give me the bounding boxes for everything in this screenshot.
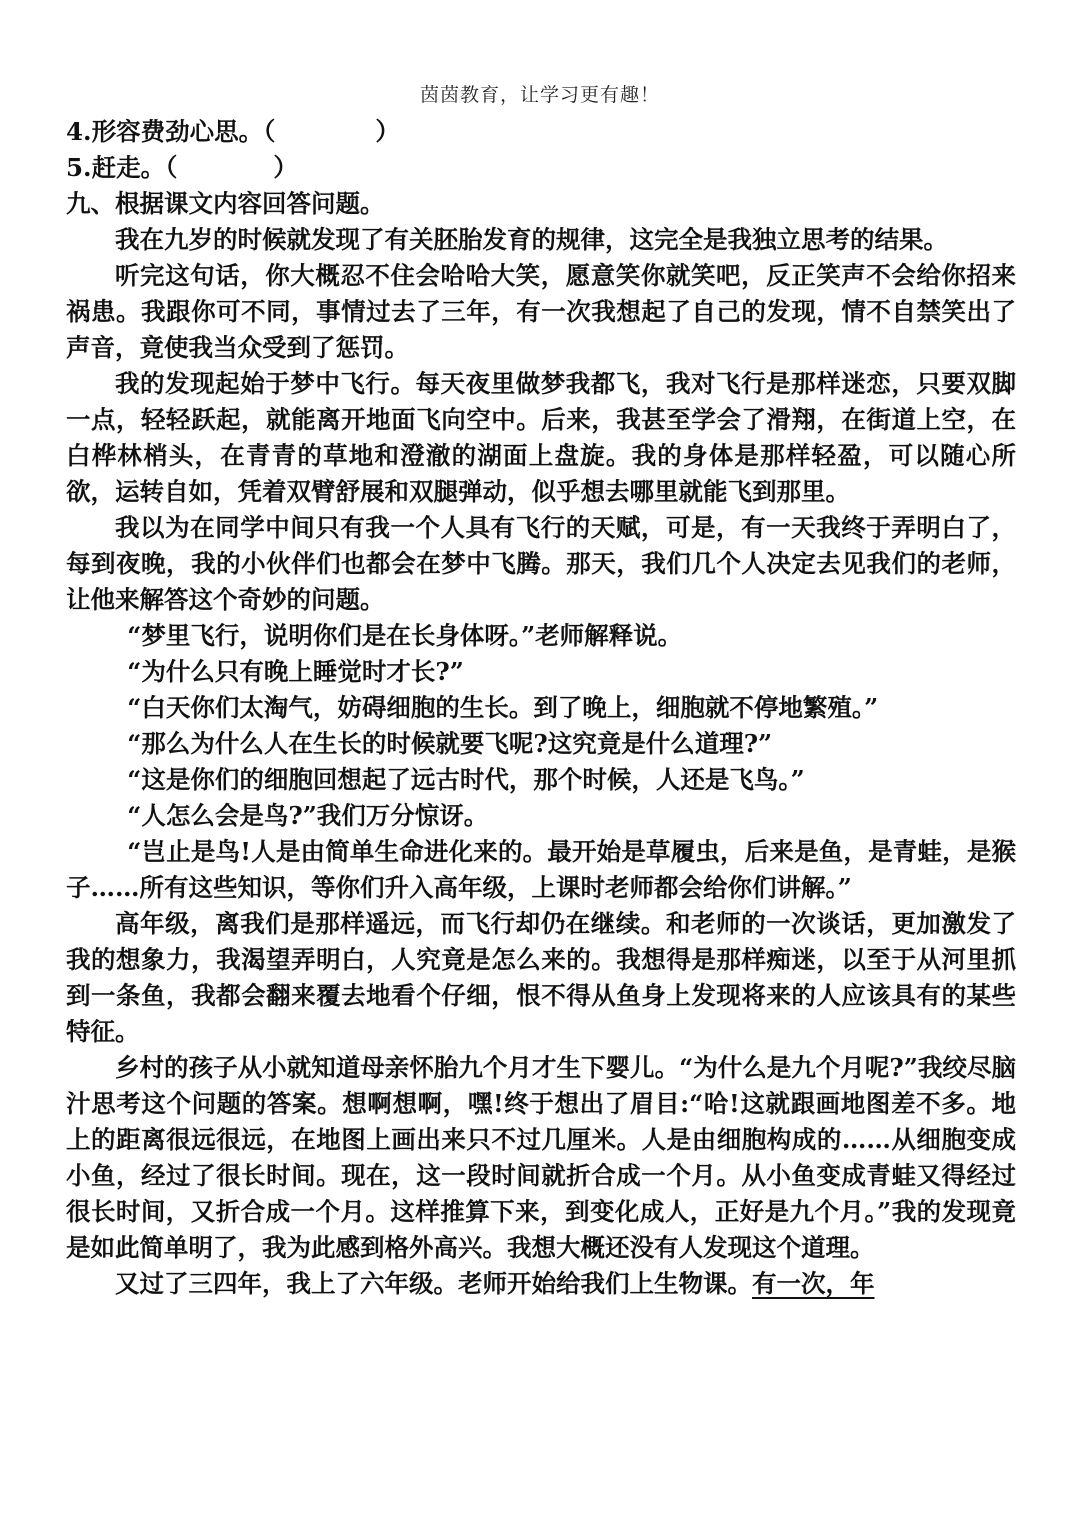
passage-paragraph-last: [66, 1266, 1016, 1302]
dialogue-line: “为什么只有晚上睡觉时才长?”: [127, 657, 464, 686]
question-item-5: [66, 150, 1016, 186]
dialogue-line: “梦里飞行，说明你们是在长身体呀。”老师解释说。: [127, 621, 683, 650]
passage-paragraph: 我的发现起始于梦中飞行。每天夜里做梦我都飞，我对飞行是那样迷恋，只要双脚一点，轻轻跃起，就能离开地面飞向空中。后来，我甚至学会了滑翔，在街道上空，在白桦林梢头，在青青的草地和澄澈的湖面上盘旋。我的身体是那样轻盈，可以随心所欲，运转自如，凭着双臂舒展和双腿弹动，似乎想去哪里就能飞到那里。: [66, 369, 1016, 506]
dialogue-line: “岂止是鸟!人是由简单生命进化来的。最开始是草履虫，后来是鱼，是青蛙，是猴子……所有这些知识，等你们升入高年级，上课时老师都会给你们讲解。”: [66, 837, 1016, 902]
dialogue-line: “白天你们太淘气，妨碍细胞的生长。到了晚上，细胞就不停地繁殖。”: [127, 693, 879, 722]
passage-paragraph: 我在九岁的时候就发现了有关胚胎发育的规律，这完全是我独立思考的结果。: [115, 225, 948, 254]
paragraph-text: 又过了三四年，我上了六年级。老师开始给我们上生物课。: [115, 1269, 752, 1298]
document-body: [66, 114, 1016, 1302]
question-bracket: ）: [273, 153, 298, 182]
question-text: 5.赶走。（: [66, 153, 178, 182]
question-text: 4.形容费劲心思。（: [66, 117, 276, 146]
passage-paragraph: 听完这句话，你大概忍不住会哈哈大笑，愿意笑你就笑吧，反正笑声不会给你招来祸患。我跟你可不同，事情过去了三年，有一次我想起了自己的发现，情不自禁笑出了声音，竟使我当众受到了惩罚。: [66, 261, 1016, 362]
underlined-text: 有一次，年: [752, 1269, 875, 1298]
section-9-title: 九、根据课文内容回答问题。: [66, 189, 385, 218]
dialogue-line: “那么为什么人在生长的时候就要飞呢?这究竟是什么道理?”: [127, 729, 773, 758]
passage-paragraph: 高年级，离我们是那样遥远，而飞行却仍在继续。和老师的一次谈话，更加激发了我的想象力，我渴望弄明白，人究竟是怎么来的。我想得是那样痴迷，以至于从河里抓到一条鱼，我都会翻来覆去地看个仔细，恨不得从鱼身上发现将来的人应该具有的某些特征。: [66, 909, 1016, 1046]
passage-paragraph: 我以为在同学中间只有我一个人具有飞行的天赋，可是，有一天我终于弄明白了，每到夜晚，我的小伙伴们也都会在梦中飞腾。那天，我们几个人决定去见我们的老师，让他来解答这个奇妙的问题。: [66, 513, 1016, 614]
dialogue-line: “人怎么会是鸟?”我们万分惊讶。: [127, 801, 489, 830]
question-bracket: ）: [375, 117, 400, 146]
dialogue-line: “这是你们的细胞回想起了远古时代，那个时候，人还是飞鸟。”: [127, 765, 805, 794]
page-header: 茵茵教育，让学习更有趣！: [419, 84, 660, 106]
passage-paragraph: 乡村的孩子从小就知道母亲怀胎九个月才生下婴儿。“为什么是九个月呢?”我绞尽脑汁思考这个问题的答案。想啊想啊，嘿!终于想出了眉目:“哈!这就跟画地图差不多。地上的距离很远很远，在地图上画出来只不过几厘米。人是由细胞构成的……从细胞变成小鱼，经过了很长时间。现在，这一段时间就折合成一个月。从小鱼变成青蛙又得经过很长时间，又折合成一个月。这样推算下来，到变化成人，正好是九个月。”我的发现竟是如此简单明了，我为此感到格外高兴。我想大概还没有人发现这个道理。: [66, 1053, 1016, 1262]
question-item-4: [66, 114, 1016, 150]
